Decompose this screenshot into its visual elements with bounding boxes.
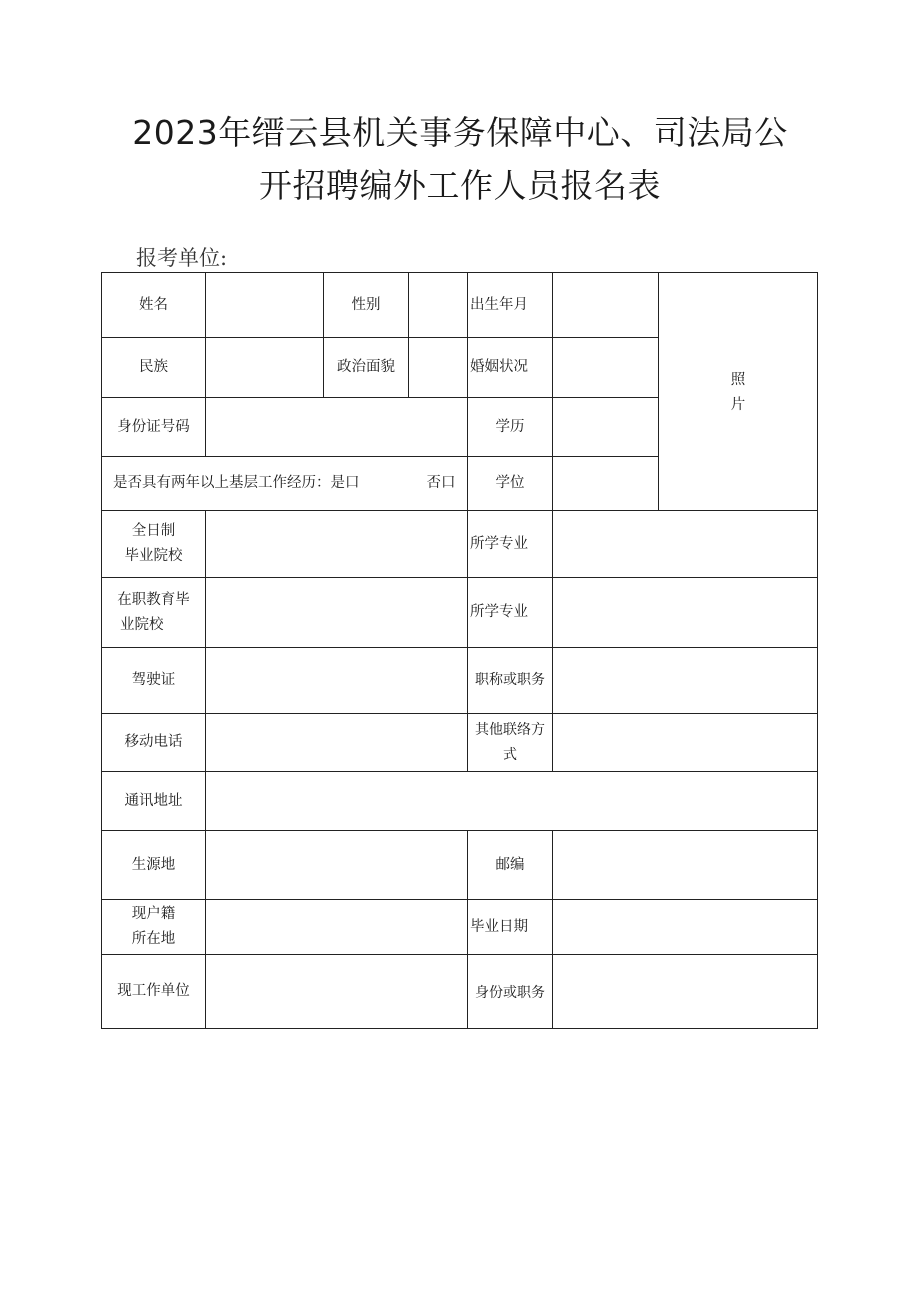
identity-or-post-field[interactable] <box>553 955 817 1028</box>
marital-status-label: 婚姻状况 <box>470 359 528 375</box>
major-field-2[interactable] <box>553 578 817 647</box>
current-employer-field[interactable] <box>206 955 467 1028</box>
id-number-field[interactable] <box>206 398 467 456</box>
postcode-field[interactable] <box>553 831 817 899</box>
id-number-label: 身份证号码 <box>117 418 190 435</box>
photo-label-line-2: 片 <box>730 397 746 413</box>
title-or-post-label: 职称或职务 <box>475 672 545 688</box>
inservice-school-label-line-2: 业院校 <box>120 616 164 633</box>
fulltime-school-label-line-1: 全日制 <box>131 523 176 539</box>
birth-date-field[interactable] <box>553 273 658 337</box>
other-contact-label-line-2: 式 <box>503 746 517 763</box>
current-employer-label: 现工作单位 <box>117 983 190 999</box>
table-rule <box>817 272 818 1029</box>
other-contact-label-line-1: 其他联络方 <box>475 721 545 738</box>
applying-unit-label: 报考单位: <box>136 246 228 270</box>
major-label-2: 所学专业 <box>470 604 528 620</box>
photo-label-line-1: 照 <box>730 372 746 388</box>
student-origin-field[interactable] <box>206 831 467 899</box>
other-contact-label <box>468 714 552 771</box>
birth-date-label: 出生年月 <box>470 296 528 313</box>
inservice-school-label <box>102 578 205 647</box>
postcode-label: 邮编 <box>495 856 525 873</box>
mailing-address-label: 通讯地址 <box>124 792 183 809</box>
mailing-address-field[interactable] <box>206 772 817 830</box>
form-title-line-2: 开招聘编外工作人员报名表 <box>259 166 661 205</box>
inservice-school-label-line-1: 在职教育毕 <box>117 591 190 608</box>
other-contact-field[interactable] <box>553 714 817 771</box>
fulltime-school-label-line-2: 毕业院校 <box>124 548 183 564</box>
mobile-phone-label: 移动电话 <box>124 734 183 750</box>
degree-label: 学位 <box>495 475 525 491</box>
household-registration-label-line-2: 所在地 <box>131 931 176 947</box>
education-field[interactable] <box>553 398 658 456</box>
table-rule <box>101 1028 818 1029</box>
marital-status-field[interactable] <box>553 338 658 397</box>
major-label-1: 所学专业 <box>470 535 528 552</box>
political-status-field[interactable] <box>409 338 467 397</box>
name-label: 姓名 <box>139 296 168 313</box>
mobile-phone-field[interactable] <box>206 714 467 771</box>
gender-label: 性别 <box>351 296 381 313</box>
name-field[interactable] <box>206 273 323 337</box>
graduation-date-label: 毕业日期 <box>470 918 528 935</box>
photo-box[interactable] <box>659 366 817 420</box>
student-origin-label: 生源地 <box>131 856 176 873</box>
graduation-date-field[interactable] <box>553 900 817 954</box>
fulltime-school-field[interactable] <box>206 511 467 577</box>
political-status-label: 政治面貌 <box>337 359 395 375</box>
grassroots-no-option[interactable]: 否口 <box>426 475 456 491</box>
ethnicity-field[interactable] <box>206 338 323 397</box>
degree-field[interactable] <box>553 457 658 510</box>
gender-field[interactable] <box>409 273 467 337</box>
drivers-license-label: 驾驶证 <box>131 672 176 688</box>
title-or-post-field[interactable] <box>553 648 817 713</box>
grassroots-experience-question[interactable]: 是否具有两年以上基层工作经历：是口 <box>113 475 360 491</box>
major-field-1[interactable] <box>553 511 817 577</box>
ethnicity-label: 民族 <box>139 359 168 375</box>
household-registration-field[interactable] <box>206 900 467 954</box>
household-registration-label-line-1: 现户籍 <box>131 906 176 922</box>
identity-or-post-label: 身份或职务 <box>475 985 545 1001</box>
drivers-license-field[interactable] <box>206 648 467 713</box>
inservice-school-field[interactable] <box>206 578 467 647</box>
education-label: 学历 <box>495 418 525 435</box>
fulltime-school-label <box>102 511 205 577</box>
household-registration-label <box>102 900 205 954</box>
form-title-line-1: 2023年缙云县机关事务保障中心、司法局公 <box>132 113 788 152</box>
